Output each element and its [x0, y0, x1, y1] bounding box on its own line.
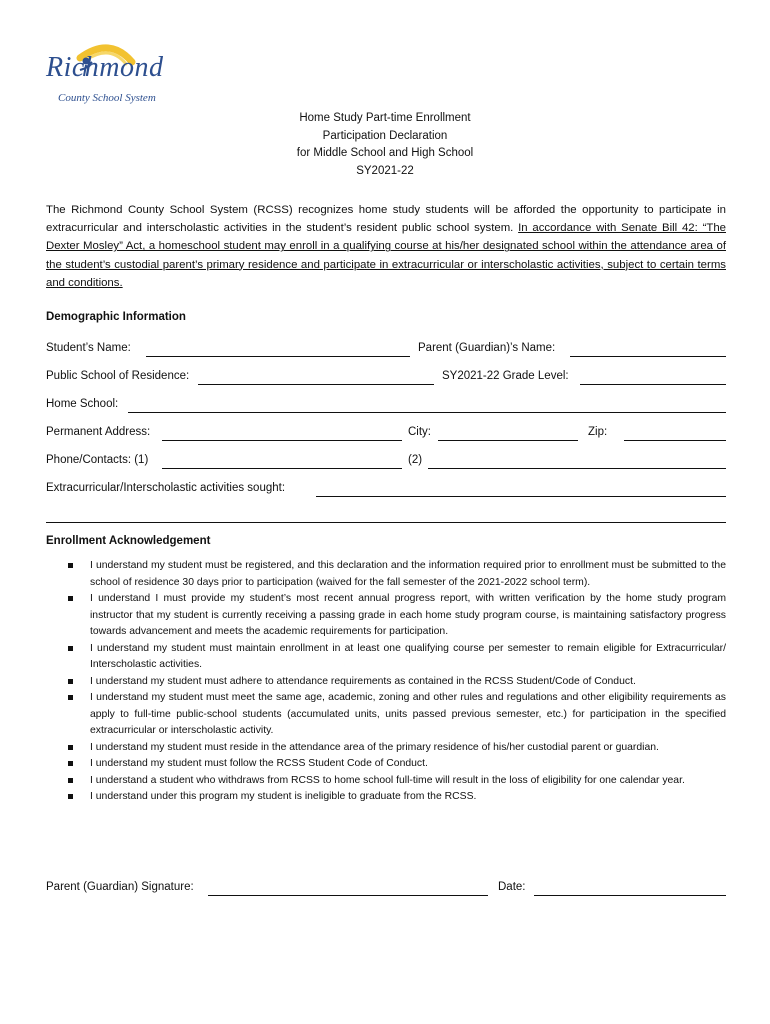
date-field[interactable]	[534, 895, 726, 896]
rcss-logo	[40, 40, 190, 112]
zip-label: Zip:	[588, 426, 608, 438]
enrollment-heading: Enrollment Acknowledgement	[46, 535, 211, 547]
intro-plain-text: The Richmond County School System (RCSS) recognizes home study students will be afforded the opportunity to participate in extracurricular and interscholastic activities in the student’s resident public school system.	[46, 204, 726, 235]
list-item: I understand my student must meet the same age, academic, zoning and other rules and regulations and other eligibility requirements as apply to full-time public-school students (accumulated units, units passed previous semester, etc.) for participation in the specified extracurricular or interscholastic activity.	[66, 690, 726, 740]
signature-field[interactable]	[208, 895, 488, 896]
grade-level-field[interactable]	[580, 384, 726, 385]
bullet-icon	[68, 679, 73, 684]
list-item: I understand my student must be registered, and this declaration and the information required prior to enrollment must be submitted to the school of residence 30 days prior to participation (waived for the fall semester of the 2021-2022 school term).	[66, 558, 726, 591]
list-item: I understand my student must maintain enrollment in at least one qualifying course per semester to remain eligible for Extracurricular/ Interscholastic activities.	[66, 641, 726, 674]
title-line-2: Participation Declaration	[322, 129, 448, 142]
logo-wordmark: Richmond	[46, 52, 164, 83]
acknowledgement-list	[66, 558, 726, 806]
row-names	[46, 342, 726, 360]
row-address	[46, 426, 726, 444]
students-name-label: Student’s Name:	[46, 342, 131, 354]
city-field[interactable]	[438, 440, 578, 441]
bullet-icon	[68, 778, 73, 783]
bullet-icon	[68, 695, 73, 700]
activities-field[interactable]	[316, 496, 726, 497]
list-item: I understand my student must follow the RCSS Student Code of Conduct.	[66, 756, 726, 773]
row-home-school	[46, 398, 726, 416]
demographic-heading: Demographic Information	[46, 311, 186, 323]
bullet-icon	[68, 596, 73, 601]
bullet-icon	[68, 646, 73, 651]
bullet-icon	[68, 563, 73, 568]
home-school-field[interactable]	[128, 412, 726, 413]
row-activities	[46, 482, 726, 500]
parent-name-label: Parent (Guardian)’s Name:	[418, 342, 556, 354]
activities-field-continued[interactable]	[46, 522, 726, 523]
logo-subtitle: County School System	[58, 92, 156, 104]
grade-level-label: SY2021-22 Grade Level:	[442, 370, 569, 382]
permanent-address-label: Permanent Address:	[46, 426, 151, 438]
bullet-icon	[68, 794, 73, 799]
phone-2-label: (2)	[408, 454, 423, 466]
phone-1-field[interactable]	[162, 468, 402, 469]
date-label: Date:	[498, 881, 526, 893]
bullet-icon	[68, 745, 73, 750]
bullet-icon	[68, 761, 73, 766]
list-item: I understand a student who withdraws from RCSS to home school full-time will result in the loss of eligibility for one calendar year.	[66, 773, 726, 790]
row-signature	[46, 881, 726, 899]
intro-paragraph	[46, 201, 726, 292]
title-line-3: for Middle School and High School	[296, 147, 474, 159]
list-item: I understand under this program my student is ineligible to graduate from the RCSS.	[66, 789, 726, 806]
city-label: City:	[408, 426, 431, 438]
document-title	[0, 110, 770, 180]
phone-1-label: Phone/Contacts: (1)	[46, 454, 149, 466]
public-school-field[interactable]	[198, 384, 434, 385]
students-name-field[interactable]	[146, 356, 410, 357]
list-item: I understand I must provide my student’s most recent annual progress report, with written verification by the home study program instructor that my student is currently receiving a passing grade in each home study program course, is maintaining satisfactory progress towards advancement and meets the academic requirements for participation.	[66, 591, 726, 641]
list-item: I understand my student must adhere to attendance requirements as contained in the RCSS Student/Code of Conduct.	[66, 674, 726, 691]
zip-field[interactable]	[624, 440, 726, 441]
public-school-label: Public School of Residence:	[46, 370, 190, 382]
list-item: I understand my student must reside in the attendance area of the primary residence of his/her custodial parent or guardian.	[66, 740, 726, 757]
home-school-label: Home School:	[46, 398, 119, 410]
permanent-address-field[interactable]	[162, 440, 402, 441]
row-phone	[46, 454, 726, 472]
activities-label: Extracurricular/Interscholastic activities sought:	[46, 482, 286, 494]
signature-label: Parent (Guardian) Signature:	[46, 881, 194, 893]
phone-2-field[interactable]	[428, 468, 726, 469]
title-line-1: Home Study Part-time Enrollment	[299, 112, 471, 124]
parent-name-field[interactable]	[570, 356, 726, 357]
intro-underlined-text: In accordance with Senate Bill 42: “The Dexter Mosley” Act, a homeschool student may enroll in a qualifying course at his/her designated school within the attendance area of the student’s custodial parent’s primary residence and participate in extracurricular or interscholastic activities, subject to certain terms and conditions.	[46, 222, 726, 289]
row-school-grade	[46, 370, 726, 388]
title-line-4: SY2021-22	[356, 164, 414, 177]
